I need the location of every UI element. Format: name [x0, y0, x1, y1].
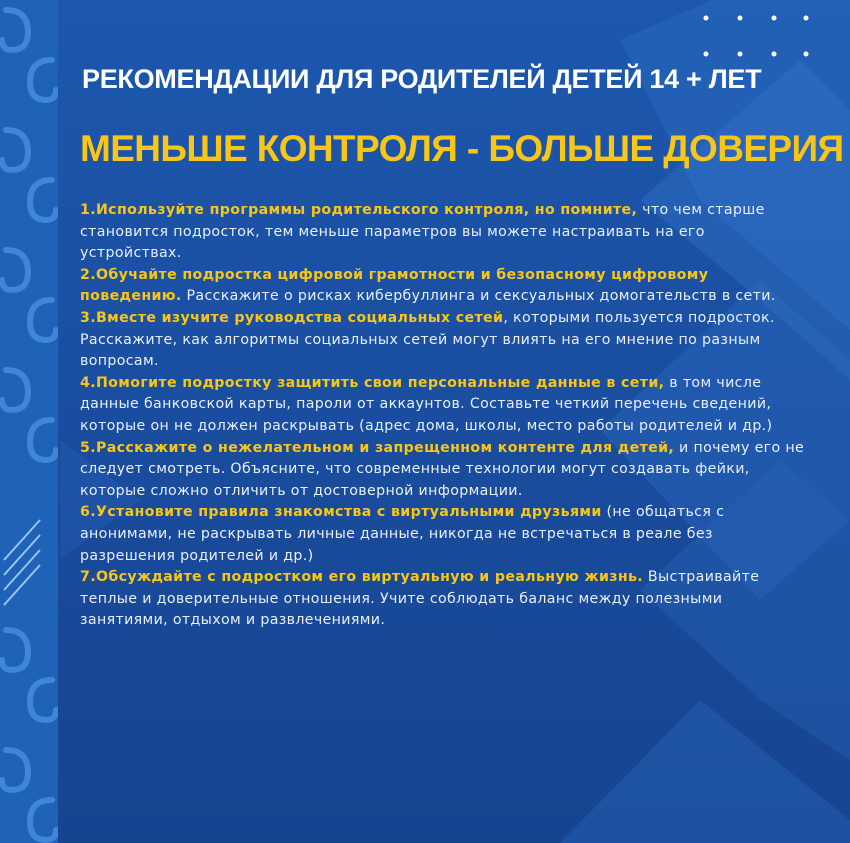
item-text: , которыми пользуется подросток. Расскажите, как алгоритмы социальных сетей могут влиять на его мнение по разным вопросам. [80, 309, 775, 370]
item-text: Выстраивайте теплые и доверительные отношения. Учите соблюдать баланс между полезными занятиями, отдыхом и развлечениями. [80, 569, 760, 629]
item-text: и почему его не следует смотреть. Объясните, что современные технологии могут создавать фейки, которые сложно отличить от достоверной информации. [80, 439, 805, 499]
item-highlight: 7.Обсуждайте с подростком его виртуальную и реальную жизнь. [80, 569, 644, 586]
recommendations-list [80, 200, 810, 632]
recommendation-item [80, 502, 810, 567]
poster-subtitle: РЕКОМЕНДАЦИИ ДЛЯ РОДИТЕЛЕЙ ДЕТЕЙ 14 + ЛЕТ [82, 64, 762, 94]
item-highlight: 3.Вместе изучите руководства социальных сетей [80, 309, 504, 326]
recommendation-item [80, 308, 810, 373]
item-text: Расскажите о рисках кибербуллинга и сексуальных домогательств в сети. [181, 288, 776, 305]
item-highlight: 2.Обучайте подростка цифровой грамотности и безопасному цифровому поведению. [80, 266, 709, 305]
ornament-pattern-icon [0, 0, 58, 843]
recommendation-item [80, 265, 810, 308]
poster-title: МЕНЬШЕ КОНТРОЛЯ - БОЛЬШЕ ДОВЕРИЯ [80, 128, 844, 169]
recommendation-item [80, 373, 810, 438]
recommendation-item [80, 200, 810, 265]
item-highlight: 5.Расскажите о нежелательном и запрещенном контенте для детей, [80, 439, 675, 456]
item-text: в том числе данные банковской карты, пароли от аккаунтов. Составьте четкий перечень сведений, которые он не должен раскрывать (адрес дома, школы, место работы родителей и др.) [80, 374, 773, 434]
item-highlight: 1.Используйте программы родительского контроля, но помните, [80, 202, 638, 218]
dots-icon [700, 12, 810, 60]
left-ornament [0, 0, 58, 843]
item-highlight: 6.Установите правила знакомства с виртуальными друзьями [80, 504, 602, 521]
item-highlight: 4.Помогите подростку защитить свои персональные данные в сети, [80, 374, 665, 391]
recommendation-item [80, 438, 810, 503]
item-text: (не общаться с анонимами, не раскрывать личные данные, никогда не встречаться в реале без разрешения родителей и др.) [80, 504, 725, 564]
recommendation-item [80, 567, 810, 632]
item-text: что чем старше становится подросток, тем меньше параметров вы можете настраивать на его устройствах. [80, 202, 765, 262]
